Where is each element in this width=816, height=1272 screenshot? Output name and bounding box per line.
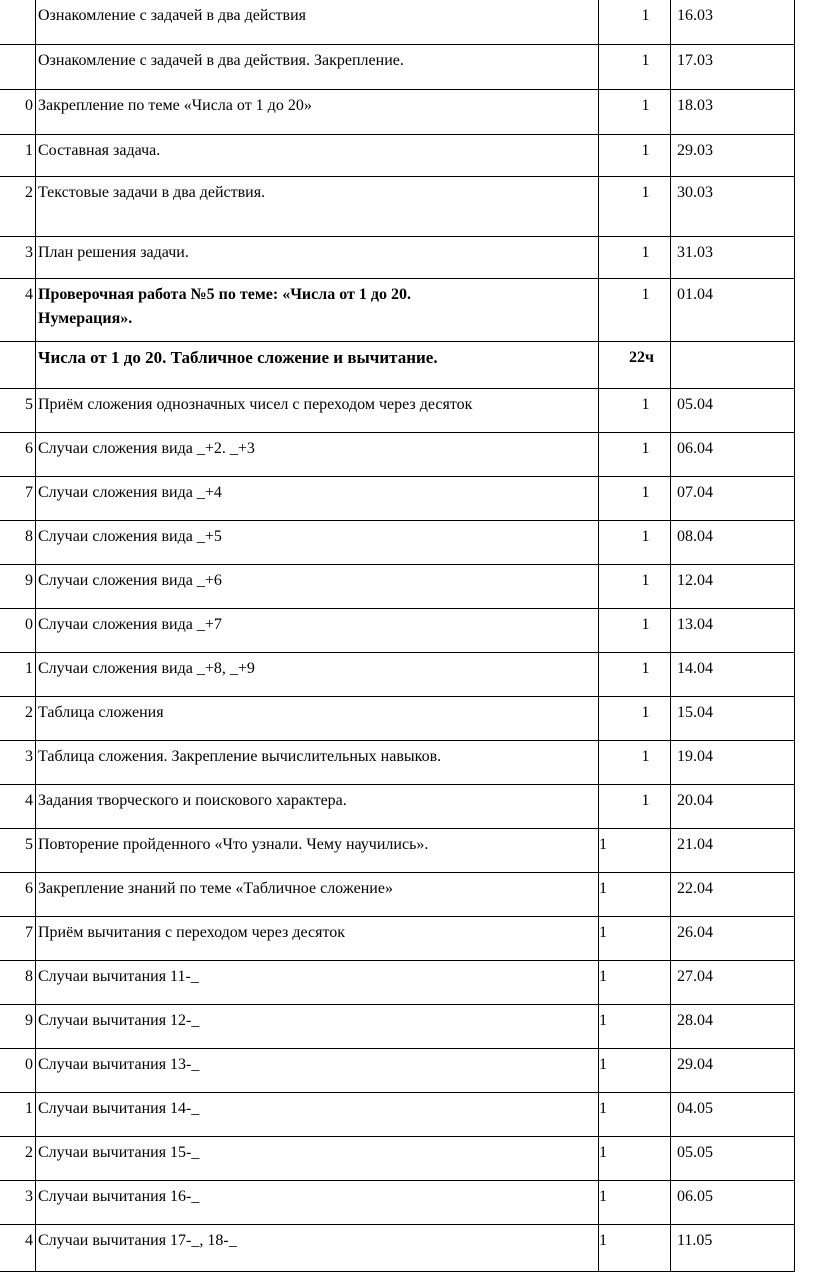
lesson-topic: Случаи сложения вида _+6 — [36, 565, 599, 609]
lesson-date: 16.03 — [671, 0, 795, 45]
lesson-date: 14.04 — [671, 653, 795, 697]
lesson-hours: 1 — [599, 917, 671, 961]
row-number: 2 — [0, 1137, 36, 1181]
lesson-topic: Повторение пройденного «Что узнали. Чему научились». — [36, 829, 599, 873]
row-number: 3 — [0, 237, 36, 279]
table-row — [0, 697, 795, 741]
lesson-topic: Случаи сложения вида _+7 — [36, 609, 599, 653]
lesson-date: 04.05 — [671, 1093, 795, 1137]
lesson-hours: 1 — [599, 279, 671, 342]
lesson-hours: 1 — [599, 433, 671, 477]
lesson-date: 07.04 — [671, 477, 795, 521]
lesson-hours: 1 — [599, 653, 671, 697]
lesson-hours: 1 — [599, 785, 671, 829]
table-row — [0, 0, 795, 45]
lesson-hours: 1 — [599, 237, 671, 279]
lesson-hours: 1 — [599, 1225, 671, 1272]
lesson-topic: Случаи вычитания 11-_ — [36, 961, 599, 1005]
lesson-hours: 1 — [599, 609, 671, 653]
section-header-row — [0, 342, 795, 389]
row-number — [0, 45, 36, 90]
lesson-topic: Случаи сложения вида _+2. _+3 — [36, 433, 599, 477]
lesson-topic: Случаи сложения вида _+4 — [36, 477, 599, 521]
table-row — [0, 389, 795, 433]
lesson-topic: Случаи вычитания 12-_ — [36, 1005, 599, 1049]
lesson-topic: Задания творческого и поискового характера. — [36, 785, 599, 829]
lesson-date: 29.04 — [671, 1049, 795, 1093]
section-hours: 22ч — [599, 342, 671, 389]
row-number: 0 — [0, 90, 36, 135]
lesson-hours: 1 — [599, 961, 671, 1005]
lesson-date: 22.04 — [671, 873, 795, 917]
row-number: 7 — [0, 917, 36, 961]
lesson-topic: Случаи вычитания 16-_ — [36, 1181, 599, 1225]
lesson-date — [671, 342, 795, 389]
table-row — [0, 177, 795, 237]
row-number: 4 — [0, 279, 36, 342]
lesson-topic: Ознакомление с задачей в два действия. Закрепление. — [36, 45, 599, 90]
table-row — [0, 1137, 795, 1181]
table-row — [0, 1093, 795, 1137]
lesson-hours: 1 — [599, 1093, 671, 1137]
lesson-hours: 1 — [599, 521, 671, 565]
table-row — [0, 741, 795, 785]
lesson-date: 19.04 — [671, 741, 795, 785]
row-number: 2 — [0, 697, 36, 741]
row-number: 1 — [0, 1093, 36, 1137]
row-number: 1 — [0, 653, 36, 697]
lesson-topic: Случаи вычитания 15-_ — [36, 1137, 599, 1181]
table-row — [0, 45, 795, 90]
table-row — [0, 279, 795, 342]
table-row — [0, 873, 795, 917]
lesson-date: 08.04 — [671, 521, 795, 565]
lesson-date: 28.04 — [671, 1005, 795, 1049]
lesson-date: 12.04 — [671, 565, 795, 609]
row-number: 0 — [0, 609, 36, 653]
lesson-date: 11.05 — [671, 1225, 795, 1272]
row-number: 3 — [0, 1181, 36, 1225]
row-number: 9 — [0, 1005, 36, 1049]
row-number: 4 — [0, 785, 36, 829]
lesson-date: 20.04 — [671, 785, 795, 829]
lesson-hours: 1 — [599, 565, 671, 609]
table-row — [0, 1049, 795, 1093]
lesson-topic: Ознакомление с задачей в два действия — [36, 0, 599, 45]
lesson-date: 05.05 — [671, 1137, 795, 1181]
row-number: 1 — [0, 135, 36, 177]
table-row — [0, 90, 795, 135]
lesson-topic: Случаи сложения вида _+8, _+9 — [36, 653, 599, 697]
table-row — [0, 829, 795, 873]
lesson-date: 18.03 — [671, 90, 795, 135]
row-number: 2 — [0, 177, 36, 237]
row-number: 3 — [0, 741, 36, 785]
table-row — [0, 237, 795, 279]
lesson-hours: 1 — [599, 45, 671, 90]
lesson-hours: 1 — [599, 90, 671, 135]
lesson-date: 26.04 — [671, 917, 795, 961]
row-number: 7 — [0, 477, 36, 521]
lesson-hours: 1 — [599, 389, 671, 433]
row-number: 5 — [0, 389, 36, 433]
lesson-hours: 1 — [599, 477, 671, 521]
table-row — [0, 917, 795, 961]
lesson-topic: Проверочная работа №5 по теме: «Числа от 1 до 20. Нумерация». — [36, 279, 599, 342]
lesson-hours: 1 — [599, 1005, 671, 1049]
table-row — [0, 609, 795, 653]
lesson-hours: 1 — [599, 697, 671, 741]
row-number: 6 — [0, 433, 36, 477]
table-row — [0, 521, 795, 565]
row-number: 8 — [0, 521, 36, 565]
lesson-topic: Составная задача. — [36, 135, 599, 177]
table-row — [0, 1225, 795, 1272]
table-row — [0, 1181, 795, 1225]
lesson-topic: Закрепление по теме «Числа от 1 до 20» — [36, 90, 599, 135]
table-row — [0, 961, 795, 1005]
lesson-date: 06.05 — [671, 1181, 795, 1225]
lesson-date: 17.03 — [671, 45, 795, 90]
lesson-date: 31.03 — [671, 237, 795, 279]
table-row — [0, 433, 795, 477]
lesson-hours: 1 — [599, 741, 671, 785]
row-number: 0 — [0, 1049, 36, 1093]
lesson-date: 06.04 — [671, 433, 795, 477]
lesson-topic: Приём вычитания с переходом через десяток — [36, 917, 599, 961]
lesson-topic: Приём сложения однозначных чисел с переходом через десяток — [36, 389, 599, 433]
lesson-date: 29.03 — [671, 135, 795, 177]
lesson-hours: 1 — [599, 1181, 671, 1225]
lesson-topic: Таблица сложения. Закрепление вычислительных навыков. — [36, 741, 599, 785]
lesson-hours: 1 — [599, 1137, 671, 1181]
lesson-date: 27.04 — [671, 961, 795, 1005]
table-row — [0, 785, 795, 829]
lesson-topic: Случаи сложения вида _+5 — [36, 521, 599, 565]
row-number: 6 — [0, 873, 36, 917]
row-number — [0, 0, 36, 45]
row-number: 4 — [0, 1225, 36, 1272]
lesson-topic: Таблица сложения — [36, 697, 599, 741]
row-number: 8 — [0, 961, 36, 1005]
lesson-topic: План решения задачи. — [36, 237, 599, 279]
lesson-date: 01.04 — [671, 279, 795, 342]
table-row — [0, 565, 795, 609]
lesson-date: 30.03 — [671, 177, 795, 237]
lesson-date: 15.04 — [671, 697, 795, 741]
table-row — [0, 653, 795, 697]
lesson-hours: 1 — [599, 0, 671, 45]
table-row — [0, 135, 795, 177]
lesson-hours: 1 — [599, 1049, 671, 1093]
row-number: 5 — [0, 829, 36, 873]
row-number — [0, 342, 36, 389]
table-row — [0, 477, 795, 521]
lesson-topic: Случаи вычитания 13-_ — [36, 1049, 599, 1093]
lesson-hours: 1 — [599, 177, 671, 237]
lesson-hours: 1 — [599, 829, 671, 873]
lesson-date: 21.04 — [671, 829, 795, 873]
table-row — [0, 1005, 795, 1049]
lesson-topic: Случаи вычитания 17-_, 18-_ — [36, 1225, 599, 1272]
lesson-date: 05.04 — [671, 389, 795, 433]
lesson-date: 13.04 — [671, 609, 795, 653]
lesson-hours: 1 — [599, 873, 671, 917]
lesson-hours: 1 — [599, 135, 671, 177]
lesson-topic: Текстовые задачи в два действия. — [36, 177, 599, 237]
row-number: 9 — [0, 565, 36, 609]
lesson-topic: Случаи вычитания 14-_ — [36, 1093, 599, 1137]
lesson-topic: Закрепление знаний по теме «Табличное сложение» — [36, 873, 599, 917]
section-title: Числа от 1 до 20. Табличное сложение и вычитание. — [36, 342, 599, 389]
